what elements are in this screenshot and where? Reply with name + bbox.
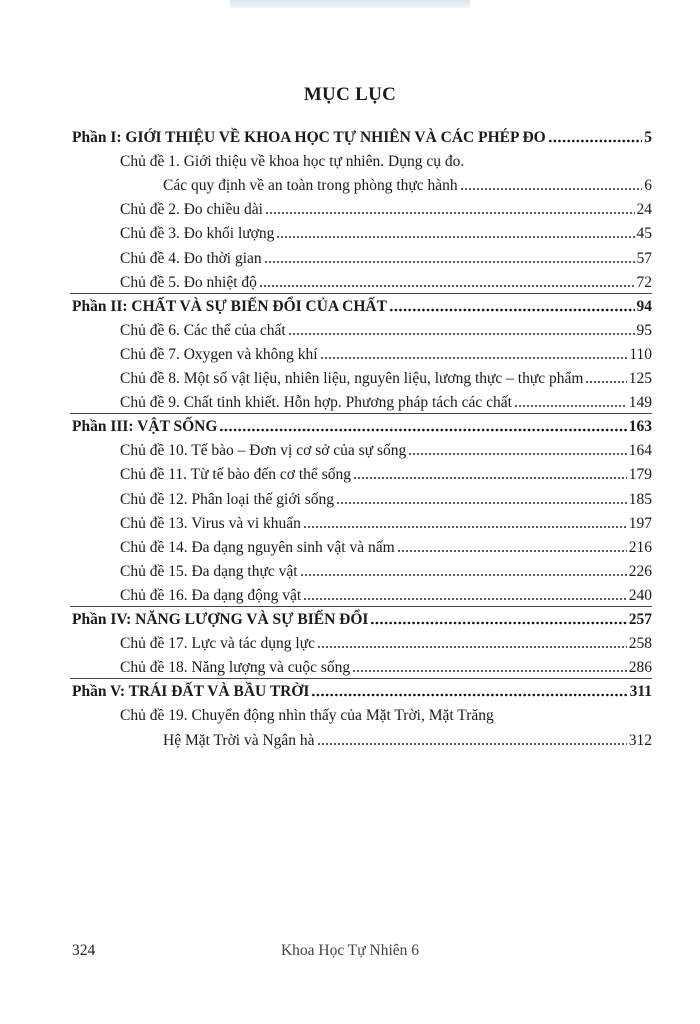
toc-part-entry[interactable] bbox=[72, 297, 652, 317]
page-title: MỤC LỤC bbox=[303, 84, 397, 105]
dot-leader bbox=[259, 274, 635, 288]
dot-leader bbox=[389, 298, 635, 312]
toc-page-number: 95 bbox=[636, 321, 652, 339]
toc-page-number: 125 bbox=[628, 370, 652, 387]
dot-leader bbox=[317, 635, 627, 649]
toc-entry-title: Chủ đề 11. Từ tế bào đến cơ thể sống bbox=[120, 466, 351, 484]
toc-entry-title: Chủ đề 15. Đa dạng thực vật bbox=[120, 562, 298, 580]
toc-entry-title: Chủ đề 9. Chất tinh khiết. Hỗn hợp. Phương pháp tách các chất bbox=[120, 394, 512, 412]
toc-topic-entry[interactable] bbox=[120, 345, 652, 365]
toc-part-entry[interactable] bbox=[72, 128, 652, 148]
toc-page-number: 163 bbox=[628, 418, 652, 436]
page-number: 324 bbox=[72, 942, 96, 959]
dot-leader bbox=[352, 659, 627, 673]
toc-page-number: 226 bbox=[628, 562, 652, 580]
toc-page-number: 24 bbox=[636, 201, 652, 219]
toc-page-number: 286 bbox=[628, 659, 652, 677]
toc-entry-title: Hệ Mặt Trời và Ngân hà bbox=[163, 731, 315, 749]
dot-leader bbox=[219, 418, 626, 432]
toc-topic-entry[interactable] bbox=[120, 658, 652, 678]
dot-leader bbox=[311, 683, 627, 697]
dot-leader bbox=[408, 442, 626, 456]
dot-leader bbox=[288, 322, 635, 336]
toc-entry-title: Phần V: TRÁI ĐẤT VÀ BẦU TRỜI bbox=[72, 683, 310, 701]
dot-leader bbox=[548, 129, 643, 143]
dot-leader bbox=[336, 491, 627, 505]
toc-page-number: 5 bbox=[644, 129, 652, 146]
book-title: Khoa Học Tự Nhiên 6 bbox=[280, 942, 420, 959]
dot-leader bbox=[397, 539, 627, 553]
toc-entry-title: Các quy định về an toàn trong phòng thực hành bbox=[163, 177, 458, 195]
toc-page-number: 149 bbox=[628, 394, 652, 412]
toc-topic-entry[interactable] bbox=[120, 465, 652, 485]
toc-topic-entry[interactable] bbox=[120, 152, 652, 172]
toc-topic-entry[interactable] bbox=[120, 441, 652, 461]
toc-topic-entry[interactable] bbox=[163, 176, 652, 196]
toc-page-number: 311 bbox=[629, 683, 652, 701]
toc-topic-entry[interactable] bbox=[120, 562, 652, 582]
toc-entry-title: Chủ đề 3. Đo khối lượng bbox=[120, 225, 275, 243]
toc-page-number: 185 bbox=[628, 490, 652, 508]
toc-topic-entry[interactable] bbox=[120, 200, 652, 220]
dot-leader bbox=[264, 250, 635, 264]
toc-topic-entry[interactable] bbox=[120, 586, 652, 606]
toc-page-number: 216 bbox=[628, 538, 652, 556]
toc-page-number: 45 bbox=[636, 225, 652, 243]
toc-entry-title: Chủ đề 12. Phân loại thế giới sống bbox=[120, 490, 334, 508]
toc-entry-title: Chủ đề 19. Chuyển động nhìn thấy của Mặt Trời, Mặt Trăng bbox=[120, 707, 494, 725]
toc-part-entry[interactable] bbox=[72, 417, 652, 437]
toc-entry-title: Chủ đề 4. Đo thời gian bbox=[120, 249, 262, 267]
part-separator-line bbox=[70, 413, 652, 414]
toc-entry-title: Chủ đề 10. Tế bào – Đơn vị cơ sở của sự sống bbox=[120, 442, 407, 460]
toc-topic-entry[interactable] bbox=[120, 514, 652, 534]
toc-page-number: 72 bbox=[636, 273, 652, 291]
toc-page-number: 179 bbox=[628, 466, 652, 484]
toc-topic-entry[interactable] bbox=[120, 490, 652, 510]
toc-entry-title: Chủ đề 16. Đa dạng động vật bbox=[120, 586, 302, 604]
toc-page-number: 312 bbox=[628, 731, 652, 749]
toc-entry-title: Chủ đề 14. Đa dạng nguyên sinh vật và nấm bbox=[120, 538, 395, 556]
part-separator-line bbox=[70, 678, 652, 679]
toc-part-entry[interactable] bbox=[72, 682, 652, 702]
toc-entry-title: Chủ đề 8. Một số vật liệu, nhiên liệu, nguyên liệu, lương thực – thực phẩm bbox=[120, 370, 584, 387]
dot-leader bbox=[276, 225, 634, 239]
toc-entry-title: Phần III: VẬT SỐNG bbox=[72, 418, 218, 436]
toc-page-number: 164 bbox=[628, 442, 652, 460]
dot-leader bbox=[265, 201, 635, 215]
toc-page-number: 258 bbox=[628, 635, 652, 653]
toc-topic-entry[interactable] bbox=[120, 273, 652, 293]
dot-leader bbox=[317, 732, 627, 746]
dot-leader bbox=[353, 466, 627, 480]
toc-entry-title: Chủ đề 1. Giới thiệu về khoa học tự nhiên. Dụng cụ đo. bbox=[120, 153, 465, 171]
toc-topic-entry[interactable] bbox=[120, 393, 652, 413]
part-separator-line bbox=[70, 293, 652, 294]
top-color-band bbox=[230, 0, 470, 8]
toc-entry-title: Chủ đề 2. Đo chiều dài bbox=[120, 201, 263, 219]
toc-entry-title: Chủ đề 5. Đo nhiệt độ bbox=[120, 273, 257, 291]
toc-page-number: 257 bbox=[628, 611, 652, 628]
toc-topic-entry[interactable] bbox=[120, 369, 652, 389]
dot-leader bbox=[300, 563, 627, 577]
dot-leader bbox=[370, 611, 626, 625]
toc-page-number: 6 bbox=[644, 177, 652, 195]
toc-topic-entry[interactable] bbox=[120, 538, 652, 558]
toc-entry-title: Chủ đề 18. Năng lượng và cuộc sống bbox=[120, 659, 351, 677]
dot-leader bbox=[320, 346, 628, 360]
toc-topic-entry[interactable] bbox=[120, 706, 652, 726]
toc-entry-title: Phần IV: NĂNG LƯỢNG VÀ SỰ BIẾN ĐỔI bbox=[72, 611, 369, 628]
toc-entry-title: Chủ đề 6. Các thể của chất bbox=[120, 321, 286, 339]
toc-topic-entry[interactable] bbox=[120, 321, 652, 341]
dot-leader bbox=[514, 394, 627, 408]
toc-page-number: 110 bbox=[629, 345, 652, 363]
toc-entry-title: Phần I: GIỚI THIỆU VỀ KHOA HỌC TỰ NHIÊN VÀ CÁC PHÉP ĐO bbox=[72, 129, 546, 146]
toc-entry-title: Chủ đề 17. Lực và tác dụng lực bbox=[120, 635, 315, 653]
toc-page-number: 197 bbox=[628, 514, 652, 532]
toc-page-number: 240 bbox=[628, 586, 652, 604]
toc-page-number: 57 bbox=[636, 249, 652, 267]
toc-entry-title: Phần II: CHẤT VÀ SỰ BIẾN ĐỔI CỦA CHẤT bbox=[72, 297, 387, 315]
toc-topic-entry[interactable] bbox=[120, 224, 652, 244]
dot-leader bbox=[585, 370, 626, 384]
dot-leader bbox=[460, 177, 643, 191]
toc-topic-entry[interactable] bbox=[120, 249, 652, 269]
toc-part-entry[interactable] bbox=[72, 610, 652, 630]
toc-entry-title: Chủ đề 7. Oxygen và không khí bbox=[120, 345, 318, 363]
dot-leader bbox=[303, 515, 627, 529]
toc-page-number: 94 bbox=[636, 297, 652, 315]
part-separator-line bbox=[70, 606, 652, 607]
toc-topic-entry[interactable] bbox=[120, 634, 652, 654]
toc-topic-entry[interactable] bbox=[163, 731, 652, 751]
dot-leader bbox=[303, 587, 627, 601]
toc-entry-title: Chủ đề 13. Virus và vi khuẩn bbox=[120, 514, 301, 532]
